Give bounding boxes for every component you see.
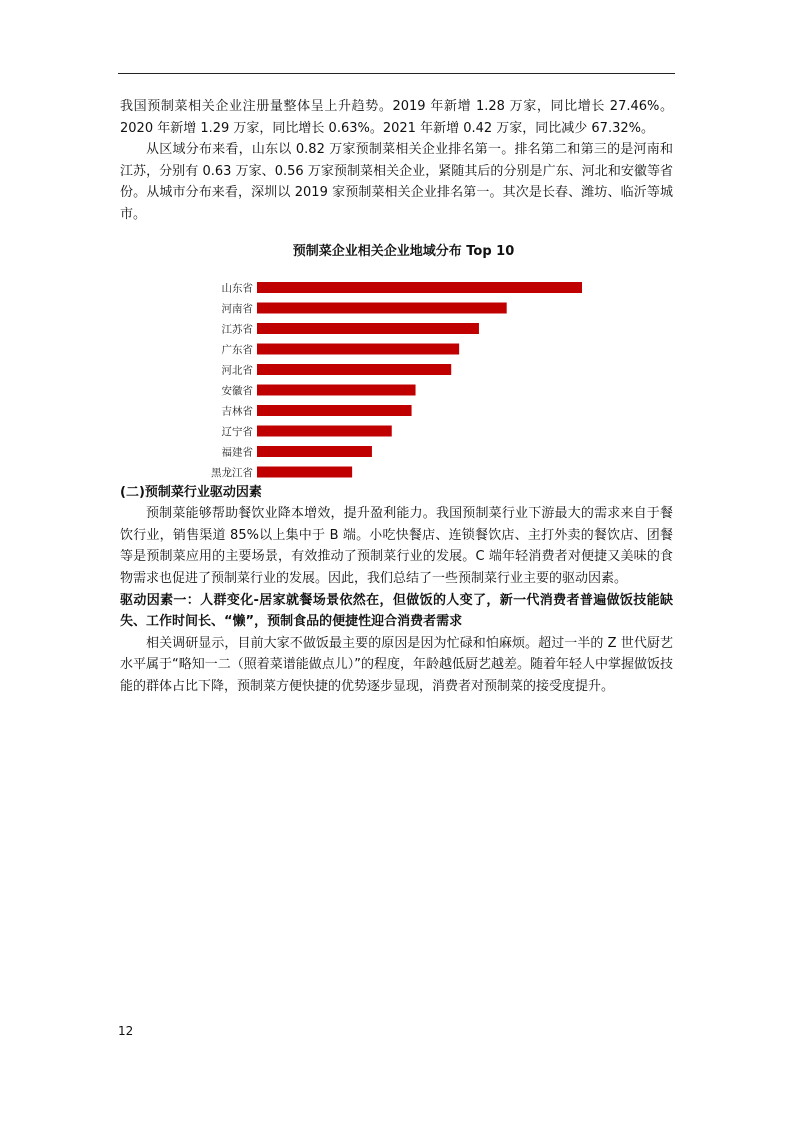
bar	[257, 466, 352, 477]
section-heading: (二)预制菜行业驱动因素	[120, 484, 262, 500]
category-label: 山东省	[221, 282, 253, 295]
bar	[257, 364, 451, 375]
document-body	[120, 96, 673, 698]
category-label: 福建省	[221, 446, 253, 459]
category-label: 河北省	[221, 364, 253, 377]
regional-bar-chart	[120, 270, 673, 482]
category-label: 辽宁省	[221, 425, 253, 438]
bar	[257, 446, 372, 457]
category-label: 江苏省	[221, 323, 253, 336]
category-label: 广东省	[221, 343, 253, 356]
paragraph-drivers-intro: 预制菜能够帮助餐饮业降本增效，提升盈利能力。我国预制菜行业下游最大的需求来自于餐饮行业，销售渠道 85%以上集中于 B 端。小吃快餐店、连锁餐饮店、主打外卖的餐饮店、团餐等是预制菜应用的主要场景，有效推动了预制菜行业的发展。C 端年轻消费者对便捷又美味的食物需求也促进了预制菜行业的发展。因此，我们总结了一些预制菜行业主要的驱动因素。	[120, 506, 673, 586]
page-number: 12	[118, 1024, 134, 1038]
bar	[257, 405, 412, 416]
category-label: 黑龙江省	[211, 466, 253, 479]
paragraph-registration-trend: 我国预制菜相关企业注册量整体呈上升趋势。2019 年新增 1.28 万家，同比增长 27.46%。2020 年新增 1.29 万家，同比增长 0.63%。2021 年新增 0.42 万家，同比减少 67.32%。	[120, 99, 673, 136]
bar	[257, 282, 582, 293]
paragraph-driver-factor-one: 相关调研显示，目前大家不做饭最主要的原因是因为忙碌和怕麻烦。超过一半的 Z 世代厨艺水平属于“略知一二（照着菜谱能做点儿）”的程度，年龄越低厨艺越差。随着年轻人中掌握做饭技能的群体占比下降，预制菜方便快捷的优势逐步显现，消费者对预制菜的接受度提升。	[120, 635, 673, 694]
bar	[257, 425, 392, 436]
category-label: 安徽省	[221, 384, 253, 397]
bar	[257, 323, 479, 334]
paragraph-regional-distribution: 从区域分布来看，山东以 0.82 万家预制菜相关企业排名第一。排名第二和第三的是河南和江苏，分别有 0.63 万家、0.56 万家预制菜相关企业，紧随其后的分别是广东、河北和安徽等省份。从城市分布来看，深圳以 2019 家预制菜相关企业排名第一。其次是长春、潍坊、临沂等城市。	[120, 142, 673, 222]
category-label: 河南省	[221, 302, 253, 315]
bar	[257, 343, 459, 354]
category-label: 吉林省	[221, 405, 253, 418]
bar	[257, 384, 416, 395]
chart-svg	[120, 270, 673, 482]
bar	[257, 302, 507, 313]
driver-factor-heading: 驱动因素一：人群变化-居家就餐场景依然在，但做饭的人变了，新一代消费者普遍做饭技能缺失、工作时间长、“懒”，预制食品的便捷性迎合消费者需求	[120, 592, 673, 630]
header-rule	[118, 73, 675, 74]
chart-title: 预制菜企业相关企业地域分布 Top 10	[292, 243, 515, 259]
